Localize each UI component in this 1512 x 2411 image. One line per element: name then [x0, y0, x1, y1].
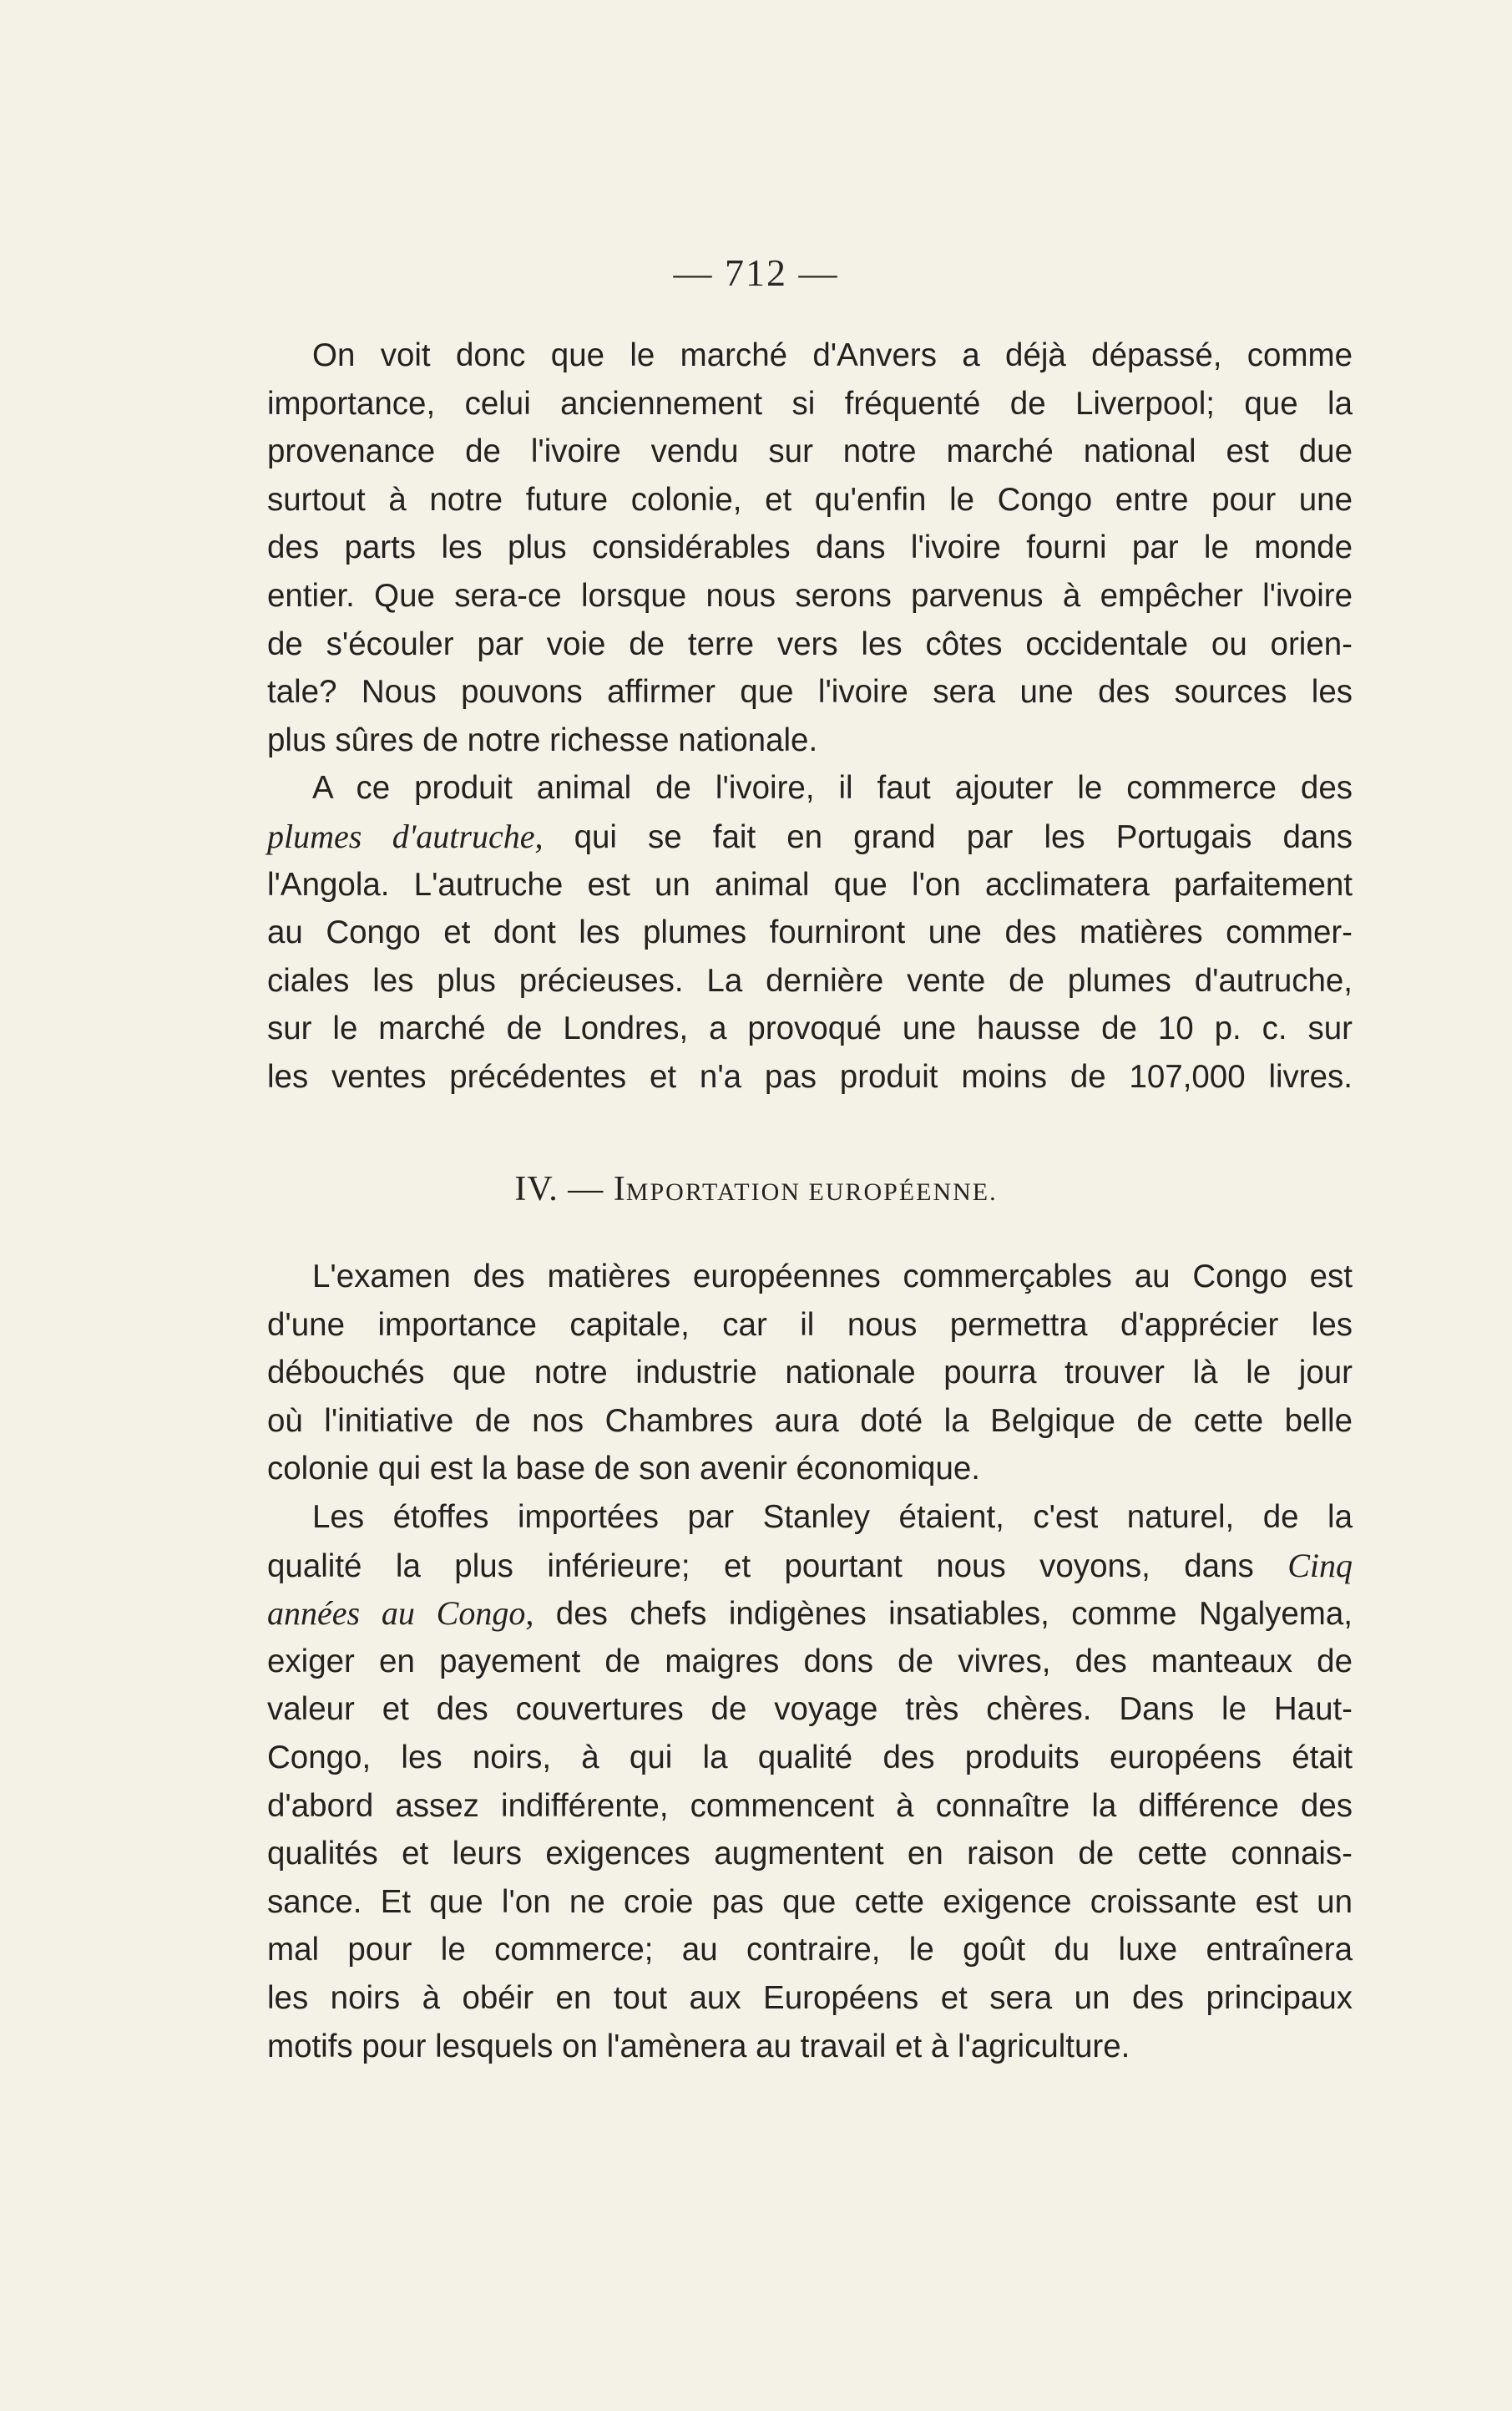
paragraph-line: provenance de l'ivoire vendu sur notre marché national est due [267, 433, 1353, 470]
italic-term-plumes: plumes d'autruche, [267, 817, 544, 855]
line-text: des chefs indigènes insatiables, comme Ngalyema, [533, 1596, 1353, 1633]
text-block-lower [267, 1253, 1353, 2070]
paragraph-line: colonie qui est la base de son avenir économique. [267, 1451, 980, 1487]
paragraph-line: exiger en payement de maigres dons de vivres, des manteaux de [267, 1643, 1353, 1679]
paragraph-ivory-market [267, 332, 1353, 764]
paragraph-line: L'examen des matières européennes commerçables au Congo est [312, 1259, 1353, 1294]
italic-title-cinq: Cinq [1287, 1546, 1353, 1584]
paragraph-line: les noirs à obéir en tout aux Européens et sera un des principaux [267, 1979, 1353, 2016]
paragraph-line: où l'initiative de nos Chambres aura doté la Belgique de cette belle [267, 1402, 1353, 1439]
paragraph-line: des parts les plus considérables dans l'ivoire fourni par le monde [267, 529, 1353, 566]
text-block-upper [267, 332, 1353, 1102]
line-text: qualité la plus inférieure; et pourtant nous voyons, dans [267, 1547, 1288, 1584]
paragraph-line: motifs pour lesquels on l'amènera au travail et à l'agriculture. [267, 2028, 1130, 2064]
italic-title-annees: années au Congo, [267, 1594, 534, 1633]
paragraph-line: mal pour le commerce; au contraire, le goût du luxe entraînera [267, 1932, 1353, 1968]
heading-rest: MPORTATION EUROPÉENNE. [625, 1178, 998, 1206]
paragraph-line: l'Angola. L'autruche est un animal que l'on acclimatera parfaitement [267, 866, 1353, 903]
paragraph-line: tale? Nous pouvons affirmer que l'ivoire sera une des sources les [267, 674, 1353, 711]
paragraph-line: d'une importance capitale, car il nous permettra d'apprécier les [267, 1306, 1353, 1343]
paragraph-ostrich-feathers [267, 764, 1353, 1101]
paragraph-line: sance. Et que l'on ne croie pas que cette exigence croissante est un [267, 1883, 1353, 1920]
paragraph-line: d'abord assez indifférente, commencent à connaître la différence des [267, 1787, 1353, 1824]
paragraph-line: valeur et des couvertures de voyage très chères. Dans le Haut- [267, 1691, 1353, 1728]
page-number: — 712 — [673, 251, 839, 294]
paragraph-line: entier. Que sera-ce lorsque nous serons parvenus à empêcher l'ivoire [267, 577, 1353, 614]
paragraph-line: sur le marché de Londres, a provoqué une hausse de 10 p. c. sur [267, 1010, 1353, 1047]
paragraph-european-goods [267, 1253, 1353, 1493]
paragraph-line: de s'écouler par voie de terre vers les côtes occidentale ou orien- [267, 626, 1353, 662]
paragraph-line: importance, celui anciennement si fréquenté de Liverpool; que la [267, 385, 1353, 422]
paragraph-line: A ce produit animal de l'ivoire, il faut ajouter le commerce des [312, 770, 1353, 807]
paragraph-line-mixed [267, 1589, 1353, 1638]
paragraph-line: Congo, les noirs, à qui la qualité des produits européens était [267, 1739, 1353, 1775]
paragraph-line-mixed [267, 1542, 1353, 1590]
paragraph-line: surtout à notre future colonie, et qu'enfin le Congo entre pour une [267, 481, 1353, 518]
paragraph-line: qualités et leurs exigences augmentent en raison de cette connais- [267, 1836, 1353, 1872]
heading-numeral: IV. — [514, 1170, 614, 1208]
paragraph-stanley-fabrics [267, 1493, 1353, 2070]
paragraph-line: au Congo et dont les plumes fourniront une des matières commer- [267, 914, 1353, 951]
section-heading [0, 1169, 1512, 1209]
paragraph-line: On voit donc que le marché d'Anvers a déjà dépassé, comme [312, 337, 1353, 373]
heading-initial: I [613, 1170, 626, 1208]
paragraph-line: les ventes précédentes et n'a pas produit moins de 107,000 livres. [267, 1058, 1353, 1095]
paragraph-line-mixed [267, 813, 1353, 861]
paragraph-line: Les étoffes importées par Stanley étaient, c'est naturel, de la [312, 1498, 1353, 1535]
paragraph-line: plus sûres de notre richesse nationale. [267, 722, 818, 758]
paragraph-line: débouchés que notre industrie nationale pourra trouver là le jour [267, 1355, 1353, 1391]
line-text: qui se fait en grand par les Portugais dans [543, 818, 1353, 855]
paragraph-line: ciales les plus précieuses. La dernière vente de plumes d'autruche, [267, 962, 1353, 999]
